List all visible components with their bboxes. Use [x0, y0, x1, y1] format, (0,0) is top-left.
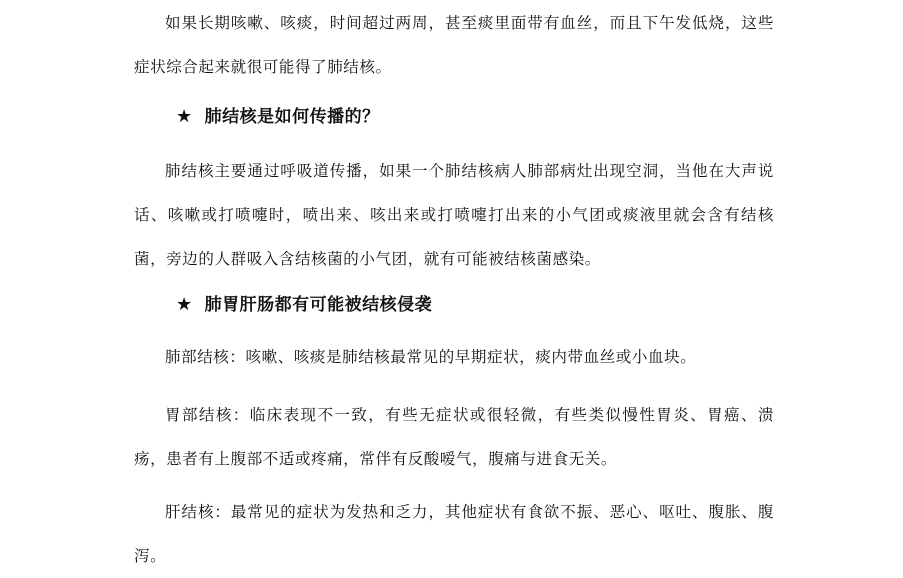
section-heading-organs	[176, 290, 432, 320]
section-heading-organs-text: 肺胃肝肠都有可能被结核侵袭	[204, 295, 433, 315]
paragraph-stomach-tb: 胃部结核：临床表现不一致，有些无症状或很轻微，有些类似慢性胃炎、胃癌、溃疡，患者有上腹部不适或疼痛，常伴有反酸嗳气，腹痛与进食无关。	[134, 406, 774, 468]
paragraph-transmission: 肺结核主要通过呼吸道传播，如果一个肺结核病人肺部病灶出现空洞，当他在大声说话、咳嗽或打喷嚏时，喷出来、咳出来或打喷嚏打出来的小气团或痰液里就会含有结核菌，旁边的人群吸入含结核菌的小气团，就有可能被结核菌感染。	[134, 162, 774, 268]
section-heading-transmission-text: 肺结核是如何传播的？	[204, 107, 380, 127]
star-icon: ★	[176, 106, 193, 127]
section-heading-transmission	[176, 102, 380, 132]
paragraph-liver-tb: 肝结核：最常见的症状为发热和乏力，其他症状有食欲不振、恶心、呕吐、腹胀、腹泻。	[134, 503, 774, 565]
paragraph-symptoms-intro: 如果长期咳嗽、咳痰，时间超过两周，甚至痰里面带有血丝，而且下午发低烧，这些症状综合起来就很可能得了肺结核。	[134, 14, 774, 76]
star-icon: ★	[176, 294, 193, 315]
paragraph-lung-tb: 肺部结核：咳嗽、咳痰是肺结核最常见的早期症状，痰内带血丝或小血块。	[165, 348, 697, 366]
